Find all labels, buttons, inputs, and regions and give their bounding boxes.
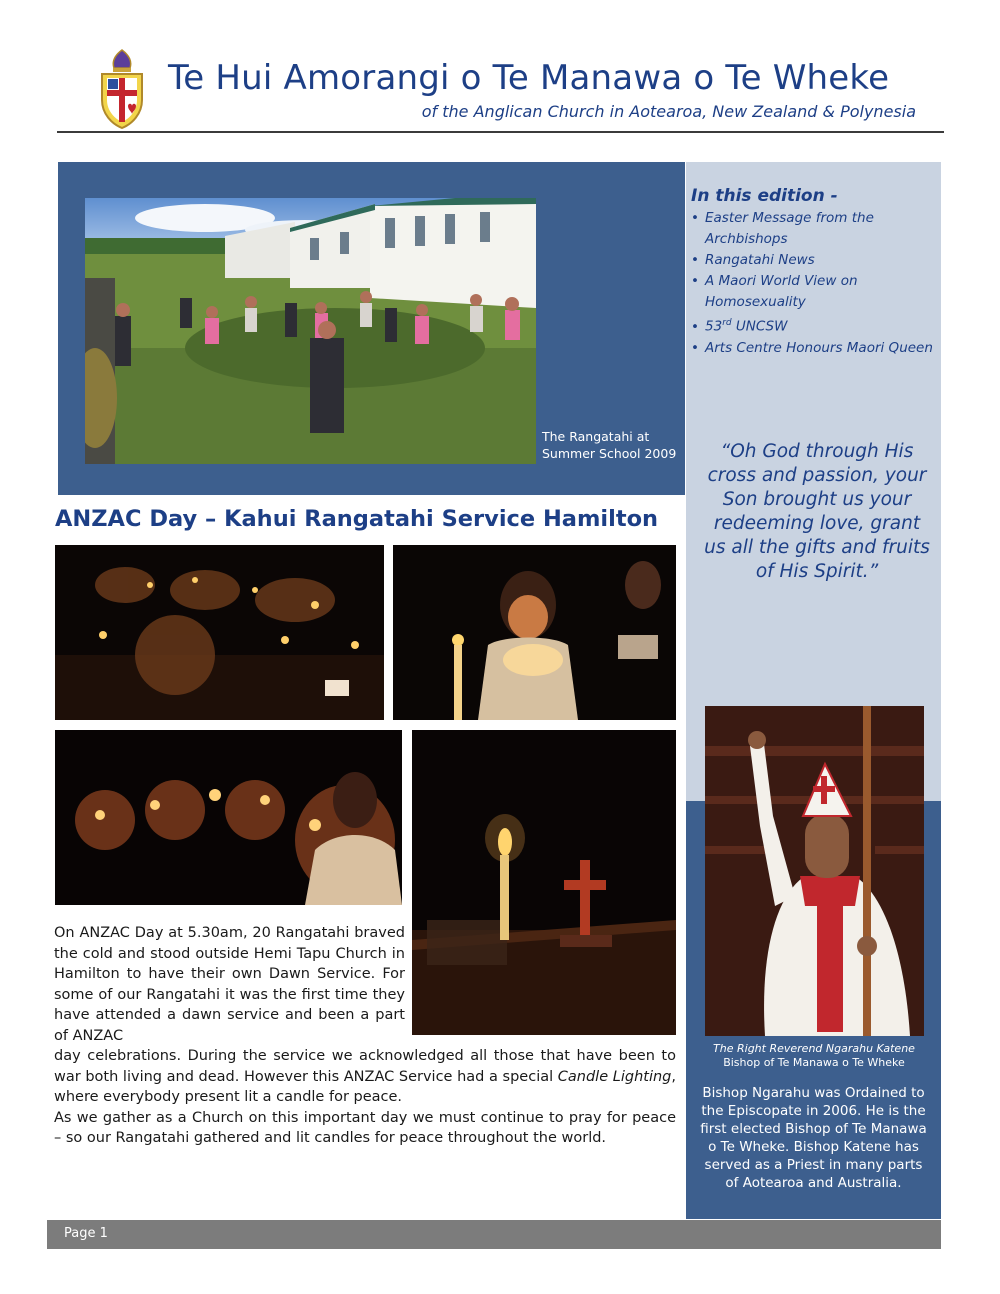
diocese-crest-logo (98, 48, 146, 130)
candle-group-photo (55, 730, 402, 905)
article-body-continued (54, 1046, 676, 1149)
ordinal-suffix: rd (722, 318, 732, 328)
toc-item-label: UNCSW (731, 318, 788, 335)
article-paragraph (54, 1046, 676, 1108)
toc-item (691, 313, 936, 338)
publication-subtitle: of the Anglican Church in Aotearoa, New Zealand & Polynesia (421, 102, 916, 121)
paragraph-text: day celebrations. During the service we acknowledged all those that have been to war both living and dead. However this ANZAC Service had a special (54, 1048, 676, 1085)
summer-school-caption (542, 428, 682, 462)
candle-girl-photo (393, 545, 676, 720)
toc-item (691, 271, 936, 313)
toc-item (691, 250, 936, 271)
caption-line: The Rangatahi at (542, 429, 650, 444)
caption-line: Summer School 2009 (542, 446, 677, 461)
emphasis-text: Candle Lighting (557, 1068, 672, 1085)
toc-item-label: 53 (705, 318, 723, 335)
bishop-bio: Bishop Ngarahu was Ordained to the Episcopate in 2006. He is the first elected Bishop of Te Manawa o Te Wheke. Bishop Katene has served as a Priest in many parts of Aotearoa and Australia. (700, 1085, 927, 1191)
page-number: Page 1 (64, 1226, 108, 1241)
toc-item (691, 208, 936, 250)
toc-item-label: Arts Centre Honours Maori Queen (705, 339, 933, 356)
prayer-quote: “Oh God through His cross and passion, your Son brought us your redeeming love, grant us all the gifts and fruits of His Spirit.” (704, 441, 930, 582)
toc-item-label: Easter Message from the Archbishops (705, 210, 874, 247)
article-paragraph: As we gather as a Church on this important day we must continue to pray for peace – so our Rangatahi gathered and lit candles for peace throughout the world. (54, 1109, 676, 1146)
article-heading: ANZAC Day – Kahui Rangatahi Service Hamilton (55, 506, 659, 532)
article-paragraph: On ANZAC Day at 5.30am, 20 Rangatahi braved the cold and stood outside Hemi Tapu Church in Hamilton to have their own Dawn Service. For some of our Rangatahi it was the first time they have attended a dawn service and been a part of ANZAC (54, 925, 405, 1044)
toc-item-label: A Maori World View on Homosexuality (705, 273, 858, 310)
publication-title: Te Hui Amorangi o Te Manawa o Te Wheke (168, 58, 890, 98)
bishop-title: Bishop of Te Manawa o Te Wheke (723, 1056, 905, 1069)
bishop-caption (690, 1042, 938, 1070)
toc-item-label: Rangatahi News (705, 252, 815, 268)
header-divider (57, 131, 944, 133)
table-of-contents (691, 186, 936, 359)
summer-school-photo (85, 198, 536, 464)
bishop-name: The Right Reverend Ngarahu Katene (713, 1042, 915, 1055)
candle-cross-photo (412, 730, 676, 1035)
bishop-photo (705, 706, 924, 1036)
footer-bar (47, 1220, 941, 1249)
toc-item (691, 338, 936, 359)
toc-heading: In this edition - (691, 186, 838, 206)
paragraph-text: , where everybody present lit a candle for peace. (54, 1068, 676, 1105)
candle-service-photo (55, 545, 384, 720)
